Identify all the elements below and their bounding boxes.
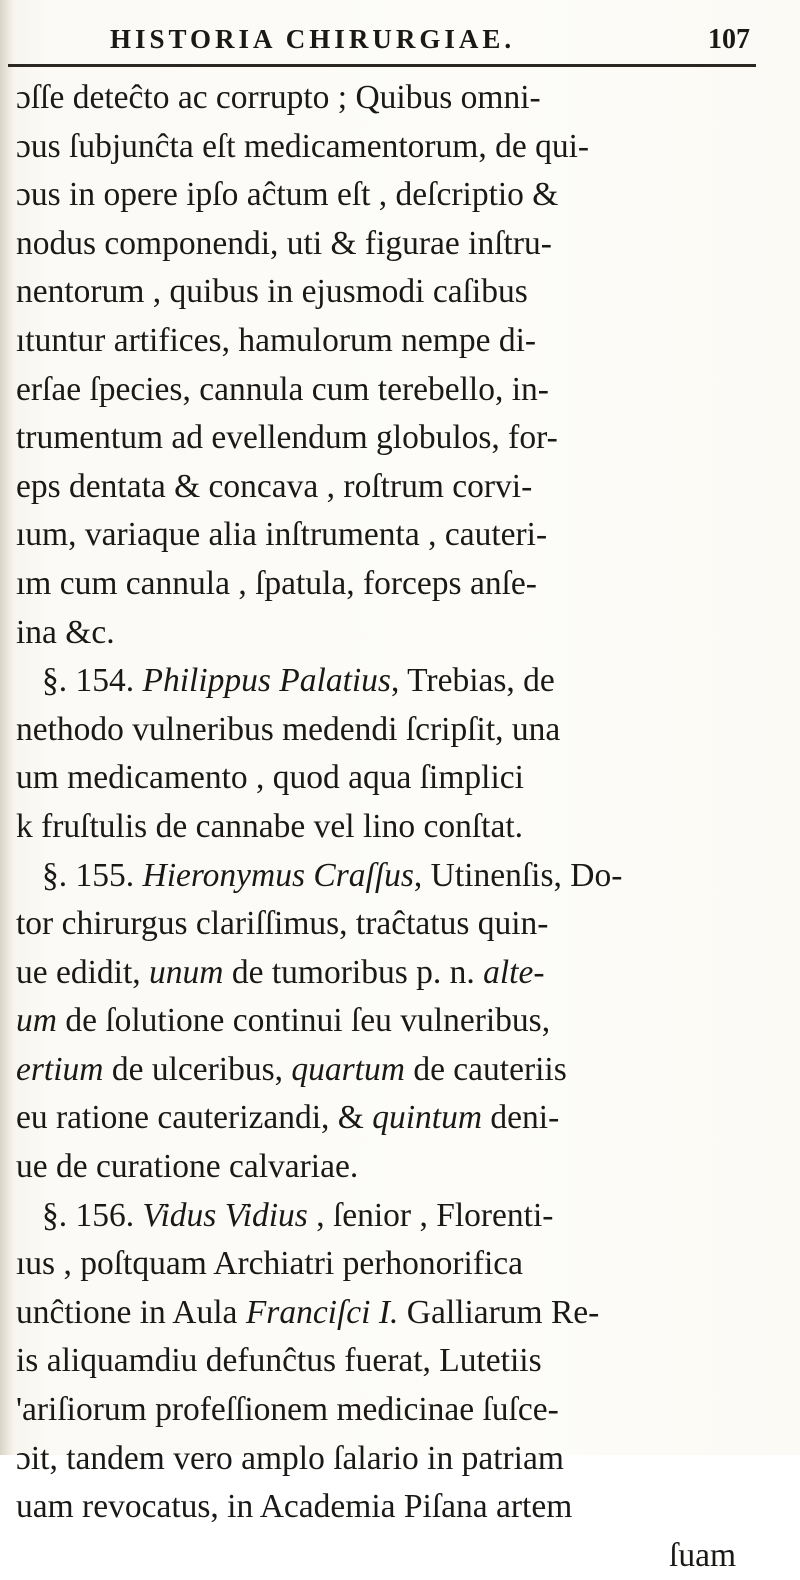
text-line — [16, 463, 756, 512]
text-segment: de ulceribus, — [103, 1050, 292, 1088]
text-segment: ıus , poſtquam Archiatri perhonorifica — [16, 1245, 524, 1283]
text-segment: de tumoribus p. n. — [223, 953, 484, 991]
text-line — [16, 754, 756, 803]
text-segment: unĉtione in Aula — [16, 1293, 246, 1331]
text-segment: §. 156. — [42, 1196, 143, 1234]
text-segment: de cauteriis — [404, 1050, 567, 1088]
text-line — [16, 1240, 756, 1289]
text-line — [16, 560, 756, 609]
text-line — [16, 268, 756, 317]
text-line — [16, 997, 756, 1046]
text-line — [16, 706, 756, 755]
text-segment: ɔus ſubjunĉta eſt medicamentorum, de qui- — [16, 127, 590, 165]
text-line — [16, 949, 756, 998]
page-gutter-edge — [0, 0, 14, 1455]
text-line — [16, 1337, 756, 1386]
text-line — [16, 1532, 756, 1580]
running-head — [110, 18, 750, 62]
text-segment: ue edidit, — [16, 953, 150, 991]
text-line — [16, 220, 756, 269]
text-segment: eu ratione cauterizandi, & — [16, 1099, 373, 1137]
text-line — [16, 511, 756, 560]
text-line — [16, 1435, 756, 1484]
text-segment: k fruſtulis de cannabe vel lino conſtat. — [16, 807, 523, 845]
text-line — [16, 1192, 756, 1241]
text-segment: §. 155. — [42, 856, 143, 894]
text-segment: ɔus in opere ipſo aĉtum eſt , deſcriptio & — [16, 176, 559, 214]
text-segment: ım cum cannula , ſpatula, forceps anſe- — [16, 564, 537, 602]
text-segment: trumentum ad evellendum globulos, for- — [16, 419, 558, 457]
text-line — [16, 74, 756, 123]
text-line — [16, 1094, 756, 1143]
text-line — [16, 1289, 756, 1338]
text-line — [16, 123, 756, 172]
text-segment: ſuam — [669, 1536, 736, 1574]
italic-text-segment: Hieronymus Craſſus — [142, 856, 414, 894]
running-head-title: HISTORIA CHIRURGIAE. — [110, 24, 516, 54]
text-segment: deni- — [482, 1099, 560, 1137]
header-rule — [8, 64, 756, 67]
text-segment: de ſolutione continui ſeu vulneribus, — [56, 1002, 551, 1040]
text-line — [16, 317, 756, 366]
text-segment: nentorum , quibus in ejusmodi caſibus — [16, 273, 528, 311]
text-segment: ıum, variaque alia inſtrumenta , cauteri- — [16, 516, 548, 554]
text-segment: erſae ſpecies, cannula cum terebello, in- — [16, 370, 549, 408]
text-line — [16, 1046, 756, 1095]
text-segment: , Utinenſis, Do- — [413, 856, 623, 894]
text-line — [16, 414, 756, 463]
text-segment: is aliquamdiu defunĉtus fuerat, Lutetiis — [16, 1342, 542, 1380]
text-segment: ɔit, tandem vero amplo ſalario in patriam — [16, 1439, 564, 1477]
text-segment: 'ariſiorum profeſſionem medicinae ſuſce- — [16, 1391, 559, 1429]
text-line — [16, 171, 756, 220]
text-segment: , ſenior , Florenti- — [307, 1196, 554, 1234]
text-segment: uam revocatus, in Academia Piſana artem — [16, 1488, 573, 1526]
italic-text-segment: Vidus Vidius — [142, 1196, 308, 1234]
italic-text-segment: quartum — [291, 1050, 405, 1088]
text-line — [16, 1386, 756, 1435]
text-line — [16, 852, 756, 901]
italic-text-segment: quintum — [372, 1099, 483, 1137]
page-number: 107 — [708, 24, 750, 55]
text-line — [16, 803, 756, 852]
text-segment: eps dentata & concava , roſtrum corvi- — [16, 467, 533, 505]
body-text — [16, 74, 756, 1580]
text-line — [16, 657, 756, 706]
text-segment: um medicamento , quod aqua ſimplici — [16, 759, 524, 797]
text-line — [16, 1143, 756, 1192]
italic-text-segment: Franciſci I. — [245, 1293, 399, 1331]
text-segment: ıtuntur artifices, hamulorum nempe di- — [16, 321, 537, 359]
text-line — [16, 366, 756, 415]
text-line — [16, 1483, 756, 1532]
italic-text-segment: Philippus Palatius — [142, 662, 391, 700]
text-segment: Galliarum Re- — [398, 1293, 600, 1331]
text-segment: ue de curatione calvariae. — [16, 1148, 359, 1186]
italic-text-segment: um — [16, 1002, 57, 1040]
text-segment: tor chirurgus clariſſimus, traĉtatus quin- — [16, 905, 549, 943]
text-segment: §. 154. — [42, 662, 143, 700]
text-line — [16, 609, 756, 658]
text-segment: nethodo vulneribus medendi ſcripſit, una — [16, 710, 561, 748]
italic-text-segment: alte- — [483, 953, 545, 991]
text-line — [16, 900, 756, 949]
text-segment: nodus componendi, uti & figurae inſtru- — [16, 224, 552, 262]
text-segment: , Trebias, de — [390, 662, 555, 700]
text-segment: ina &c. — [16, 613, 115, 651]
text-segment: ɔſſe deteĉto ac corrupto ; Quibus omni- — [16, 79, 541, 116]
italic-text-segment: ertium — [16, 1050, 104, 1088]
italic-text-segment: unum — [149, 953, 224, 991]
